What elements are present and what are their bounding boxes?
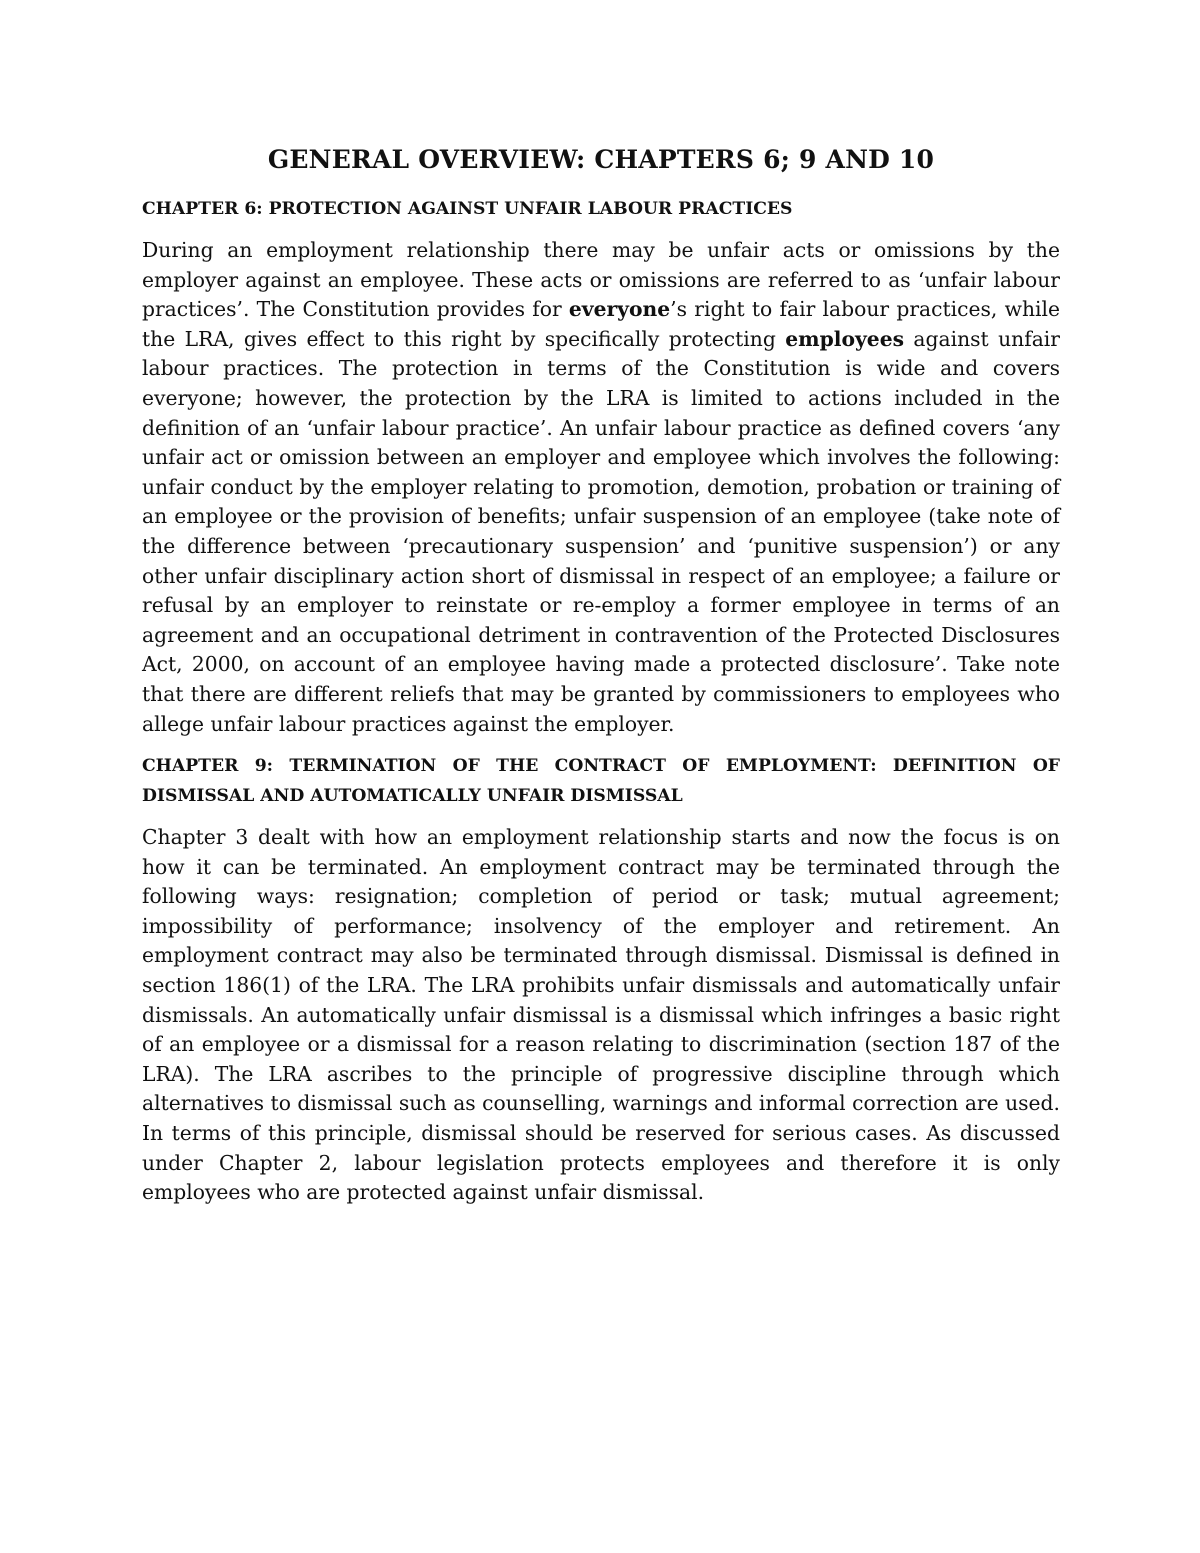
chapter-6-text-part-2: ’s right to fair labour practices, while the LRA, gives effect to this right by specifically protecting [142,297,1060,351]
chapter-9-paragraph: Chapter 3 dealt with how an employment relationship starts and now the focus is on how it can be terminated. An employment contract may be terminated through the following ways: resignation; completion of period or task; mutual agreement; impossibility of performance; insolvency of the employer and retirement. An employment contract may also be terminated through dismissal. Dismissal is defined in section 186(1) of the LRA. The LRA prohibits unfair dismissals and automatically unfair dismissals. An automatically unfair dismissal is a dismissal which infringes a basic right of an employee or a dismissal for a reason relating to discrimination (section 187 of the LRA). The LRA ascribes to the principle of progressive discipline through which alternatives to dismissal such as counselling, warnings and informal correction are used. In terms of this principle, dismissal should be reserved for serious cases. As discussed under Chapter 2, labour legislation protects employees and therefore it is only employees who are protected against unfair dismissal. [142,825,1060,1205]
chapter-9-heading: CHAPTER 9: TERMINATION OF THE CONTRACT OF EMPLOYMENT: DEFINITION OF DISMISSAL AND AUTOMATICALLY UNFAIR DISMISSAL [142,756,1060,807]
chapter-6-paragraph [142,236,1060,739]
chapter-6-text-part-3: against unfair labour practices. The protection in terms of the Constitution is wide and covers everyone; however, the protection by the LRA is limited to actions included in the definition of an ‘unfair labour practice’. An unfair labour practice as defined covers ‘any unfair act or omission between an employer and employee which involves the following: unfair conduct by the employer relating to promotion, demotion, probation or training of an employee or the provision of benefits; unfair suspension of an employee (take note of the difference between ‘precautionary suspension’ and ‘punitive suspension’) or any other unfair disciplinary action short of dismissal in respect of an employee; a failure or refusal by an employer to reinstate or re-employ a former employee in terms of an agreement and an occupational detriment in contravention of the Protected Disclosures Act, 2000, on account of an employee having made a protected disclosure’. Take note that there are different reliefs that may be granted by commissioners to employees who allege unfair labour practices against the employer. [142,326,1060,736]
emphasis-employees: employees [785,326,905,351]
emphasis-everyone: everyone [568,297,671,322]
chapter-6-heading: CHAPTER 6: PROTECTION AGAINST UNFAIR LABOUR PRACTICES [142,199,793,219]
chapter-6-text-part-1: During an employment relationship there may be unfair acts or omissions by the employer against an employee. These acts or omissions are referred to as ‘unfair labour practices’. The Constitution provides for [142,238,1060,322]
section-chapter-6 [142,194,1060,739]
document-page [142,140,1060,1220]
document-title: GENERAL OVERVIEW: CHAPTERS 6; 9 AND 10 [267,145,935,174]
section-chapter-9 [142,751,1060,1208]
